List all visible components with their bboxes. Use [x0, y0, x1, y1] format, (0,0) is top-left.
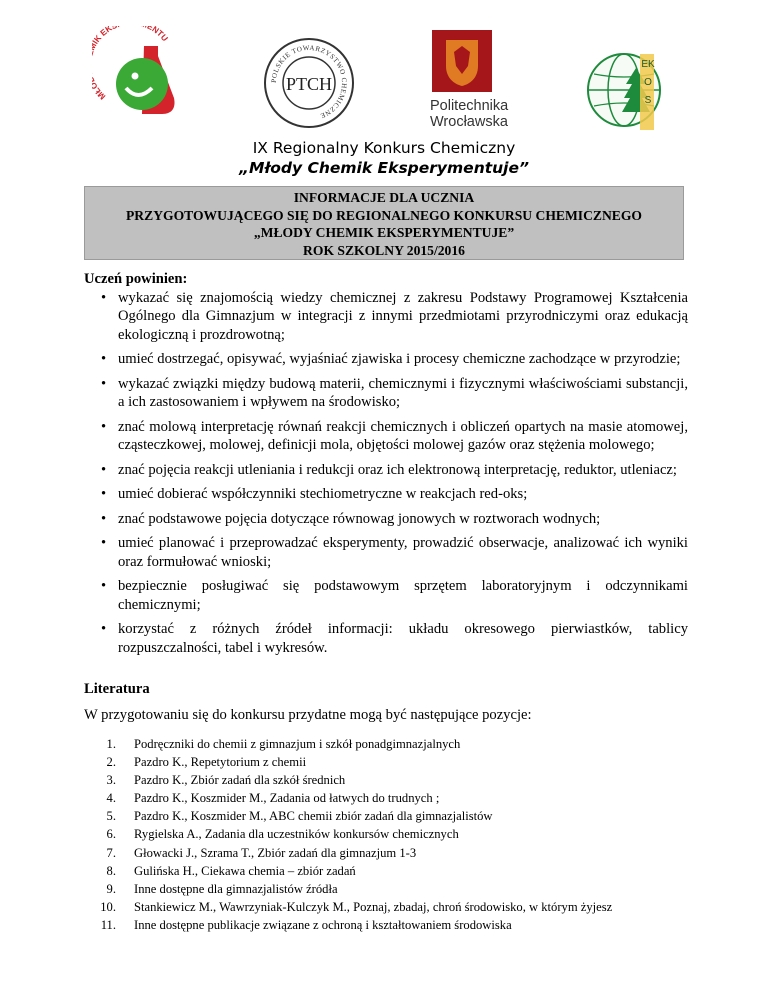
info-header-box — [84, 186, 684, 260]
ekos-letters: EKOS — [641, 59, 655, 106]
contest-title-line1: IX Regionalny Konkurs Chemiczny — [252, 139, 516, 157]
literature-item-number: 10. — [100, 899, 116, 914]
requirement-item: • wykazać się znajomością wiedzy chemicznej z zakresu Podstawy Programowej Kształcenia Ogólnego dla Gimnazjum w integracji z innymi przedmiotami przyrodniczymi oraz edukacją ekologiczną i prozdrowotną; — [84, 289, 688, 345]
literature-item-text: Pazdro K., Repetytorium z chemii — [134, 755, 307, 770]
requirement-item: • znać pojęcia reakcji utleniania i redukcji oraz ich elektronową interpretację, reduktor, utleniacz; — [84, 461, 688, 480]
literature-item-text: Podręczniki do chemii z gimnazjum i szkół ponadgimnazjalnych — [134, 737, 461, 751]
requirement-item: • korzystać z różnych źródeł informacji: układu okresowego pierwiastków, tablicy rozpuszczalności, tabel i wykresów. — [84, 620, 688, 657]
literature-item-number: 11. — [100, 917, 116, 932]
requirements-heading: Uczeń powinien: — [84, 271, 188, 287]
literature-intro: W przygotowaniu się do konkursu przydatne mogą być następujące pozycje: — [84, 707, 532, 723]
mlody-chemik-logo — [92, 26, 194, 128]
literature-item-text: Gulińska H., Ciekawa chemia – zbiór zadań — [134, 863, 356, 878]
literature-item-text: Inne dostępne dla gimnazjalistów źródła — [134, 881, 338, 896]
literature-item-number: 3. — [106, 773, 116, 788]
requirements-section — [84, 270, 688, 663]
mce-ring-text: MŁ K EK ENTU — [92, 26, 171, 102]
contest-title — [0, 138, 768, 178]
info-header-line1: INFORMACJE DLA UCZNIA — [293, 190, 475, 205]
literature-item-number: 1. — [106, 737, 116, 751]
contest-title-line2: „Młody Chemik Eksperymentuje” — [239, 159, 529, 177]
literature-item-text: Głowacki J., Szrama T., Zbiór zadań dla gimnazjum 1-3 — [134, 845, 417, 860]
info-header-line3: „MŁODY CHEMIK EKSPERYMENTUJE” — [253, 225, 515, 240]
literature-item — [84, 771, 688, 789]
info-header-line2: PRZYGOTOWUJĄCEGO SIĘ DO REGIONALNEGO KONKURSU CHEMICZNEGO — [126, 207, 642, 223]
politechnika-logo — [420, 30, 520, 140]
literature-item — [84, 789, 688, 807]
literature-item-number: 4. — [106, 791, 116, 806]
literature-item-text: Inne dostępne publikacje związane z ochroną i kształtowaniem środowiska — [134, 917, 512, 932]
literature-item-number: 6. — [106, 827, 116, 842]
literature-item-text: Stankiewicz M., Wawrzyniak-Kulczyk M., Poznaj, zbadaj, chroń środowisko, w którym żyjesz — [134, 899, 613, 914]
literature-heading: Literatura — [84, 681, 150, 697]
literature-item — [84, 862, 688, 880]
pwr-name-line2: Wrocławska — [430, 114, 508, 130]
literature-item-text: Pazdro K., Koszmider M., ABC chemii zbiór zadań dla gimnazjalistów — [134, 809, 493, 824]
literature-item — [84, 844, 688, 862]
literature-item — [84, 898, 688, 916]
pwr-name-line1: Politechnika — [430, 98, 509, 114]
literature-item-number: 8. — [106, 863, 116, 878]
literature-item — [84, 916, 688, 934]
ptch-ring-text: POLSKIE TOWARZYSTWO CHEMICZNE — [269, 43, 349, 120]
ptch-logo — [262, 36, 356, 130]
requirement-item: • wykazać związki między budową materii, chemicznymi i fizycznymi właściwościami substancji, a ich zastosowaniem i wpływem na środowisko; — [84, 375, 688, 412]
pwr-name — [430, 98, 530, 130]
literature-section — [84, 680, 688, 934]
literature-item-number: 7. — [106, 845, 116, 860]
literature-item-text: Rygielska A., Zadania dla uczestników konkursów chemicznych — [134, 827, 459, 842]
logo-strip — [0, 22, 768, 134]
ptch-letters: PTCH — [285, 74, 333, 94]
requirement-item: • bezpiecznie posługiwać się podstawowym sprzętem laboratoryjnym i odczynnikami chemicznymi; — [84, 577, 688, 614]
literature-item — [84, 880, 688, 898]
literature-list — [84, 735, 688, 934]
literature-item-number: 2. — [106, 755, 116, 770]
literature-item — [84, 753, 688, 771]
literature-item-text: Pazdro K., Zbiór zadań dla szkół średnich — [134, 773, 346, 788]
face-eye — [132, 73, 139, 80]
requirement-item: • umieć dobierać współczynniki stechiometryczne w reakcjach red-oks; — [84, 485, 688, 504]
requirements-list — [84, 289, 688, 658]
requirement-item: • znać molową interpretację równań reakcji chemicznych i obliczeń opartych na masie atomowej, cząsteczkowej, molowej, definicji mola, objętości molowej gazów oraz stężenia molowego; — [84, 418, 688, 455]
literature-item — [84, 825, 688, 843]
smile-face — [116, 58, 168, 110]
literature-item-number: 5. — [106, 809, 116, 824]
literature-item-number: 9. — [106, 881, 116, 896]
requirement-item: • umieć dostrzegać, opisywać, wyjaśniać zjawiska i procesy chemiczne zachodzące w przyrodzie; — [84, 350, 688, 369]
requirement-item: • umieć planować i przeprowadzać eksperymenty, prowadzić obserwacje, analizować ich wyniki oraz formułować wnioski; — [84, 534, 688, 571]
requirement-item: • znać podstawowe pojęcia dotyczące równowag jonowych w roztworach wodnych; — [84, 510, 688, 529]
ekos-logo — [584, 50, 668, 134]
literature-item-text: Pazdro K., Koszmider M., Zadania od łatwych do trudnych ; — [134, 791, 440, 806]
info-header-line4: ROK SZKOLNY 2015/2016 — [303, 242, 465, 258]
literature-item — [84, 807, 688, 825]
literature-item — [84, 735, 688, 753]
